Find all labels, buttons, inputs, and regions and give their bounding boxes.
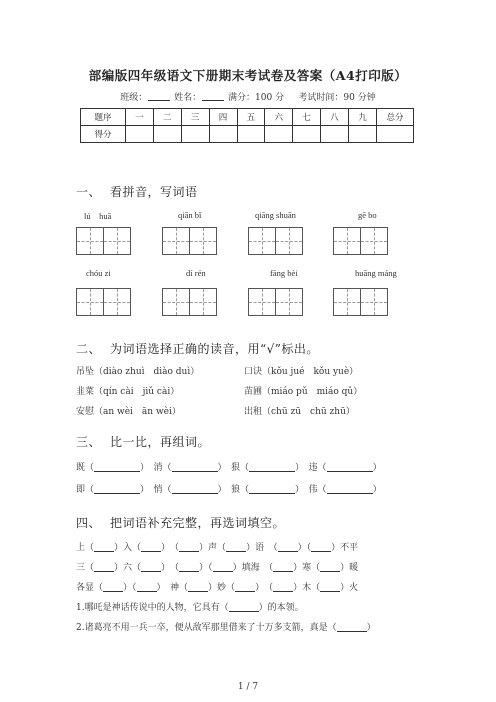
fill-blank[interactable] xyxy=(337,621,367,632)
fill-blank[interactable] xyxy=(278,541,298,552)
idiom-text: ） （ xyxy=(161,563,180,573)
writing-cell[interactable] xyxy=(360,288,388,316)
question-text: 2.诸葛亮不用一兵一卒，便从敌军那里借来了十万多支箭，真是（ xyxy=(76,623,337,633)
writing-cell[interactable] xyxy=(189,288,217,316)
fill-blank[interactable] xyxy=(141,561,161,572)
compare-char: ） 消（ xyxy=(140,463,172,473)
writing-cell[interactable] xyxy=(162,227,190,255)
fill-blank[interactable] xyxy=(94,483,140,494)
idiom-text: ）入（ xyxy=(114,543,142,553)
pinyin-label: dí rén xyxy=(186,268,206,278)
score-cell[interactable] xyxy=(153,126,181,143)
score-cell[interactable] xyxy=(349,126,377,143)
score-cell[interactable] xyxy=(377,126,414,143)
section-3-heading xyxy=(76,433,210,450)
compare-char: ） 悄（ xyxy=(140,485,172,495)
fill-blank[interactable] xyxy=(188,581,208,592)
fill-blank[interactable] xyxy=(94,561,114,572)
reading-choice[interactable]: 安慰（an wèi ān wèi） xyxy=(76,407,181,417)
score-col: 九 xyxy=(349,109,377,126)
fill-blank[interactable] xyxy=(249,461,295,472)
score-cell[interactable] xyxy=(293,126,321,143)
section-title: 看拼音，写词语 xyxy=(110,185,198,199)
writing-cell[interactable] xyxy=(103,227,131,255)
score-col: 总分 xyxy=(377,109,414,126)
fill-blank[interactable] xyxy=(229,601,259,612)
idiom-text: ）暖 xyxy=(340,563,359,573)
compare-row xyxy=(76,482,382,495)
pinyin-label: huāng máng xyxy=(355,268,397,278)
section-4-heading xyxy=(76,514,285,531)
idiom-row xyxy=(76,540,358,553)
score-col: 八 xyxy=(321,109,349,126)
pinyin-label: lú huā xyxy=(84,211,112,221)
name-blank[interactable] xyxy=(202,91,224,101)
section-1-heading xyxy=(76,183,198,200)
score-col: 六 xyxy=(265,109,293,126)
class-blank[interactable] xyxy=(148,91,170,101)
writing-cell[interactable] xyxy=(275,227,303,255)
score-cell[interactable] xyxy=(265,126,293,143)
fill-blank[interactable] xyxy=(137,581,157,592)
score-col: 七 xyxy=(293,109,321,126)
idiom-text: ）火 xyxy=(340,583,359,593)
idiom-text: ）（ xyxy=(297,543,312,553)
fill-blank[interactable] xyxy=(226,541,246,552)
score-col: 一 xyxy=(126,109,154,126)
fill-blank[interactable] xyxy=(320,561,340,572)
fill-blank[interactable] xyxy=(320,581,340,592)
pinyin-label: qiān bǐ xyxy=(178,210,202,220)
fill-blank[interactable] xyxy=(103,581,123,592)
fill-blank[interactable] xyxy=(311,541,331,552)
writing-cell[interactable] xyxy=(76,227,104,255)
compare-char: 即（ xyxy=(76,485,95,495)
reading-choice[interactable]: 苗圃（miáo pǔ miáo qǔ） xyxy=(244,387,363,397)
idiom-text: ）（ xyxy=(123,583,137,593)
writing-cell[interactable] xyxy=(248,227,276,255)
fill-blank[interactable] xyxy=(172,483,218,494)
idiom-text: ）木（ xyxy=(293,583,321,593)
compare-char: ） xyxy=(372,463,382,473)
score-table xyxy=(80,108,414,143)
idiom-text: ）妙（ xyxy=(208,583,236,593)
question-2 xyxy=(76,620,376,633)
idiom-text: ）填海 （ xyxy=(232,563,274,573)
exam-time: 考试时间：90 分钟 xyxy=(298,93,376,103)
pinyin-label: gē bo xyxy=(358,210,377,220)
section-2-heading xyxy=(76,340,319,357)
writing-cell[interactable] xyxy=(189,227,217,255)
section-number: 二、 xyxy=(76,342,102,356)
compare-char: 既（ xyxy=(76,463,95,473)
compare-row xyxy=(76,460,382,473)
score-cell[interactable] xyxy=(209,126,237,143)
idiom-text: ）六（ xyxy=(114,563,142,573)
fill-blank[interactable] xyxy=(327,483,373,494)
score-header-row xyxy=(81,109,414,126)
fill-blank[interactable] xyxy=(273,581,293,592)
question-text: ）的本领。 xyxy=(258,603,304,613)
idiom-text: ） （ xyxy=(161,543,180,553)
score-cell[interactable] xyxy=(126,126,154,143)
section-title: 为词语选择正确的读音，用“√”标出。 xyxy=(110,342,319,356)
writing-grid[interactable] xyxy=(76,227,130,255)
score-row-label: 得分 xyxy=(81,126,126,143)
writing-cell[interactable] xyxy=(248,288,276,316)
question-1 xyxy=(76,600,304,613)
compare-char: ） 伟（ xyxy=(295,485,327,495)
idiom-text: 上（ xyxy=(76,543,95,553)
pinyin-label: qiāng shuān xyxy=(255,210,296,220)
fill-blank[interactable] xyxy=(179,541,199,552)
writing-cell[interactable] xyxy=(333,288,361,316)
question-text: 1.哪吒是神话传说中的人物，它具有（ xyxy=(76,603,229,613)
fill-blank[interactable] xyxy=(172,461,218,472)
fill-blank[interactable] xyxy=(235,581,255,592)
writing-grid[interactable] xyxy=(333,227,387,255)
name-label: 姓名： xyxy=(174,93,202,103)
question-text: ） xyxy=(366,623,376,633)
fill-blank[interactable] xyxy=(213,561,233,572)
compare-char: ） 狠（ xyxy=(217,463,250,473)
pinyin-label: fāng bèi xyxy=(270,268,298,278)
writing-grid[interactable] xyxy=(162,227,216,255)
compare-char: ） 狼（ xyxy=(217,485,250,495)
idiom-text: 三（ xyxy=(76,563,95,573)
page-number: 1 / 7 xyxy=(237,682,259,692)
fill-blank[interactable] xyxy=(327,461,373,472)
score-value-row xyxy=(81,126,414,143)
score-cell[interactable] xyxy=(321,126,349,143)
idiom-text: ）声（ xyxy=(199,543,227,553)
fill-blank[interactable] xyxy=(94,541,114,552)
idiom-text: ） 神（ xyxy=(156,583,189,593)
score-cell[interactable] xyxy=(181,126,209,143)
score-col: 四 xyxy=(209,109,237,126)
writing-grid[interactable] xyxy=(248,288,302,316)
reading-choice[interactable]: 口诀（kǒu jué kǒu yuè） xyxy=(244,367,359,377)
writing-cell[interactable] xyxy=(103,288,131,316)
exam-meta xyxy=(0,90,496,103)
writing-cell[interactable] xyxy=(162,288,190,316)
fill-blank[interactable] xyxy=(141,541,161,552)
idiom-text: ）（ xyxy=(199,563,213,573)
pinyin-label: chóu zi xyxy=(86,268,111,278)
section-number: 一、 xyxy=(76,185,102,199)
section-number: 三、 xyxy=(76,435,102,449)
score-col: 三 xyxy=(181,109,209,126)
compare-char: ） 违（ xyxy=(295,463,327,473)
idiom-row xyxy=(76,560,358,573)
writing-grid[interactable] xyxy=(333,288,387,316)
reading-choice[interactable]: 出租（chū zū chū zhū） xyxy=(244,407,355,417)
score-col: 五 xyxy=(237,109,265,126)
idiom-row xyxy=(76,580,358,593)
idiom-text: 各显（ xyxy=(76,583,104,593)
fill-blank[interactable] xyxy=(273,561,293,572)
exam-title: 部编版四年级语文下册期末考试卷及答案（A4打印版） xyxy=(88,68,408,83)
class-label: 班级： xyxy=(120,93,148,103)
writing-cell[interactable] xyxy=(275,288,303,316)
reading-choice[interactable]: 吊坠（diào zhuì diào duì） xyxy=(76,367,200,377)
writing-cell[interactable] xyxy=(360,227,388,255)
fill-blank[interactable] xyxy=(179,561,199,572)
section-title: 把词语补充完整，再选词填空。 xyxy=(110,516,286,530)
writing-grid[interactable] xyxy=(76,288,130,316)
writing-grid[interactable] xyxy=(162,288,216,316)
full-score: 满分：100 分 xyxy=(228,93,285,103)
reading-choice[interactable]: 韭菜（qín cài jiǔ cài） xyxy=(76,387,180,397)
score-col: 题序 xyxy=(81,109,126,126)
idiom-text: ）语 （ xyxy=(246,543,278,553)
compare-char: ） xyxy=(372,485,382,495)
score-col: 二 xyxy=(153,109,181,126)
score-cell[interactable] xyxy=(237,126,265,143)
section-number: 四、 xyxy=(76,516,102,530)
idiom-text: ）寒（ xyxy=(293,563,321,573)
idiom-text: ） （ xyxy=(255,583,274,593)
fill-blank[interactable] xyxy=(249,483,295,494)
idiom-text: ）不平 xyxy=(331,543,359,553)
fill-blank[interactable] xyxy=(94,461,140,472)
section-title: 比一比，再组词。 xyxy=(110,435,211,449)
writing-cell[interactable] xyxy=(333,227,361,255)
writing-cell[interactable] xyxy=(76,288,104,316)
writing-grid[interactable] xyxy=(248,227,302,255)
